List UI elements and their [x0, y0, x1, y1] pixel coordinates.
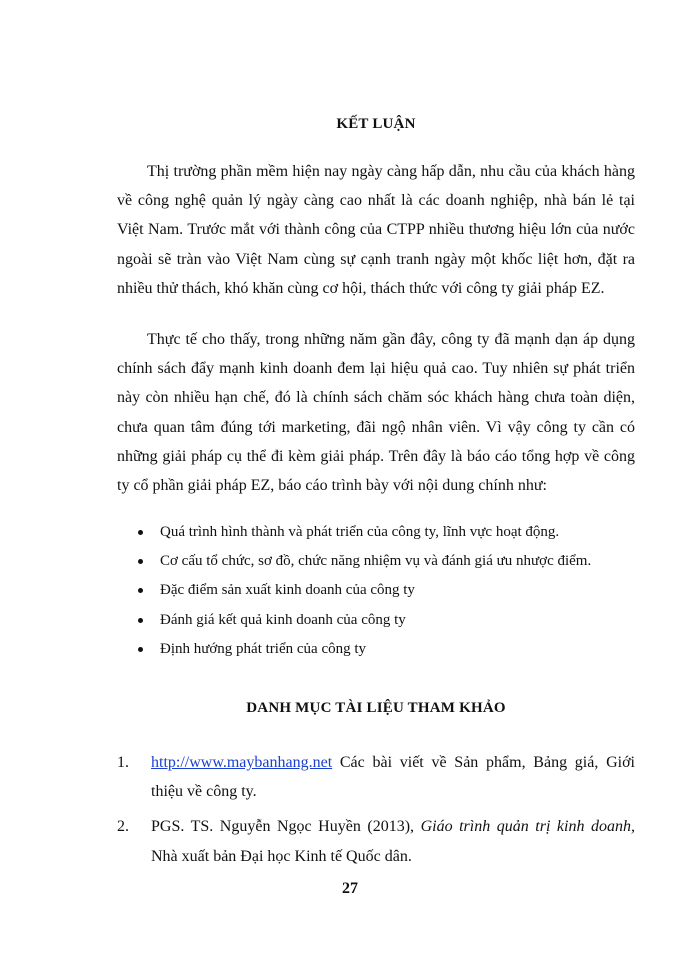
bullet-text: Đặc điểm sản xuất kinh doanh của công ty: [160, 582, 415, 599]
bullet-text: Đánh giá kết quả kinh doanh của công ty: [160, 611, 406, 628]
bullet-text: Cơ cấu tổ chức, sơ đồ, chức năng nhiệm vụ và đánh giá ưu nhược điểm.: [160, 553, 592, 570]
references-title: DANH MỤC TÀI LIỆU THAM KHẢO: [246, 700, 506, 716]
reference-text: Các bài viết về Sản phẩm, Bảng giá, Giới thiệu về công ty.: [151, 754, 635, 801]
reference-book-title: Giáo trình quản trị kinh doanh,: [420, 818, 636, 836]
conclusion-title: KẾT LUẬN: [336, 116, 416, 132]
bullet-icon: [138, 559, 143, 564]
references-list: [117, 748, 635, 877]
conclusion-bullet-list: [117, 518, 635, 664]
bullet-icon: [138, 530, 143, 535]
reference-publisher: Nhà xuất bản Đại học Kinh tế Quốc dân.: [151, 847, 412, 865]
reference-link[interactable]: http://www.maybanhang.net: [151, 754, 333, 771]
bullet-item: [117, 518, 635, 547]
bullet-text: Quá trình hình thành và phát triển của công ty, lĩnh vực hoạt động.: [160, 524, 560, 540]
bullet-item: [117, 576, 635, 605]
bullet-icon: [138, 647, 143, 652]
reference-item-1: [117, 748, 635, 806]
page-number: 27: [342, 880, 358, 897]
reference-number: 2.: [117, 818, 129, 836]
bullet-icon: [138, 618, 143, 623]
bullet-item: [117, 606, 635, 635]
bullet-icon: [138, 588, 143, 593]
reference-author: PGS. TS. Nguyễn Ngọc Huyền (2013),: [151, 818, 421, 836]
bullet-item: [117, 635, 635, 664]
reference-item-2: [117, 812, 635, 870]
bullet-item: [117, 547, 635, 576]
bullet-text: Định hướng phát triển của công ty: [160, 640, 367, 657]
conclusion-paragraph-2: Thực tế cho thấy, trong những năm gần đây, công ty đã mạnh dạn áp dụng chính sách đẩy mạnh kinh doanh đem lại hiệu quả cao. Tuy nhiên sự phát triển này còn nhiều hạn chế, đó là chính sách chăm sóc khách hàng chưa toàn diện, chưa quan tâm đúng tới marketing, đãi ngộ nhân viên. Vì vậy công ty cần có những giải pháp cụ thể đi kèm giải pháp. Trên đây là báo cáo tổng hợp về công ty cổ phần giải pháp EZ, báo cáo trình bày với nội dung chính như:: [117, 331, 635, 495]
reference-number: 1.: [117, 754, 129, 771]
conclusion-paragraph-1: Thị trường phần mềm hiện nay ngày càng hấp dẫn, nhu cầu của khách hàng về công nghệ quản lý ngày càng cao nhất là các doanh nghiệp, nhà bán lẻ tại Việt Nam. Trước mắt với thành công của CTPP nhiều thương hiệu lớn của nước ngoài sẽ tràn vào Việt Nam cùng sự cạnh tranh ngày một khốc liệt hơn, đặt ra nhiều thử thách, khó khăn cùng cơ hội, thách thức với công ty giải pháp EZ.: [117, 163, 635, 297]
